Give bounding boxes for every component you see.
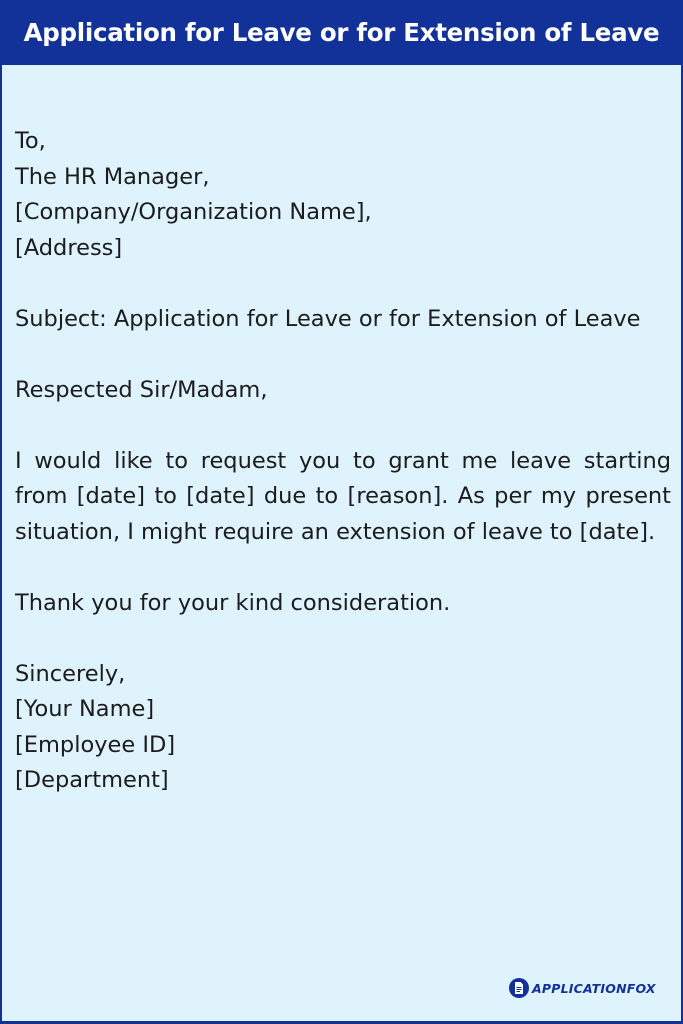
address-line: [Address]: [15, 234, 123, 261]
address-line: [Company/Organization Name],: [15, 199, 372, 225]
address-line: To,: [15, 128, 46, 154]
signoff-line: [Department]: [15, 767, 169, 793]
body-paragraph: I would like to request you to grant me leave starting from [date] to [date] due to [reason]. As per my present situation, I might require an extension of leave to [date].: [15, 447, 671, 545]
page-title: Application for Leave or for Extension of Leave: [23, 18, 660, 47]
subject-line: Subject: Application for Leave or for Extension of Leave: [15, 305, 641, 332]
closing-line: Thank you for your kind consideration.: [15, 589, 451, 616]
recipient-address: [15, 124, 671, 266]
signoff-line: [Your Name]: [15, 696, 155, 722]
signoff-line: [Employee ID]: [15, 731, 176, 758]
signature-block: [15, 657, 671, 799]
letter-body: [15, 124, 671, 834]
document-icon: [509, 978, 529, 998]
salutation: Respected Sir/Madam,: [15, 376, 268, 403]
address-line: The HR Manager,: [15, 163, 210, 190]
brand-logo: [509, 978, 656, 998]
brand-logo-text: APPLICATIONFOX: [532, 980, 656, 996]
signoff-line: Sincerely,: [15, 660, 126, 687]
page-title-banner: [2, 0, 681, 65]
